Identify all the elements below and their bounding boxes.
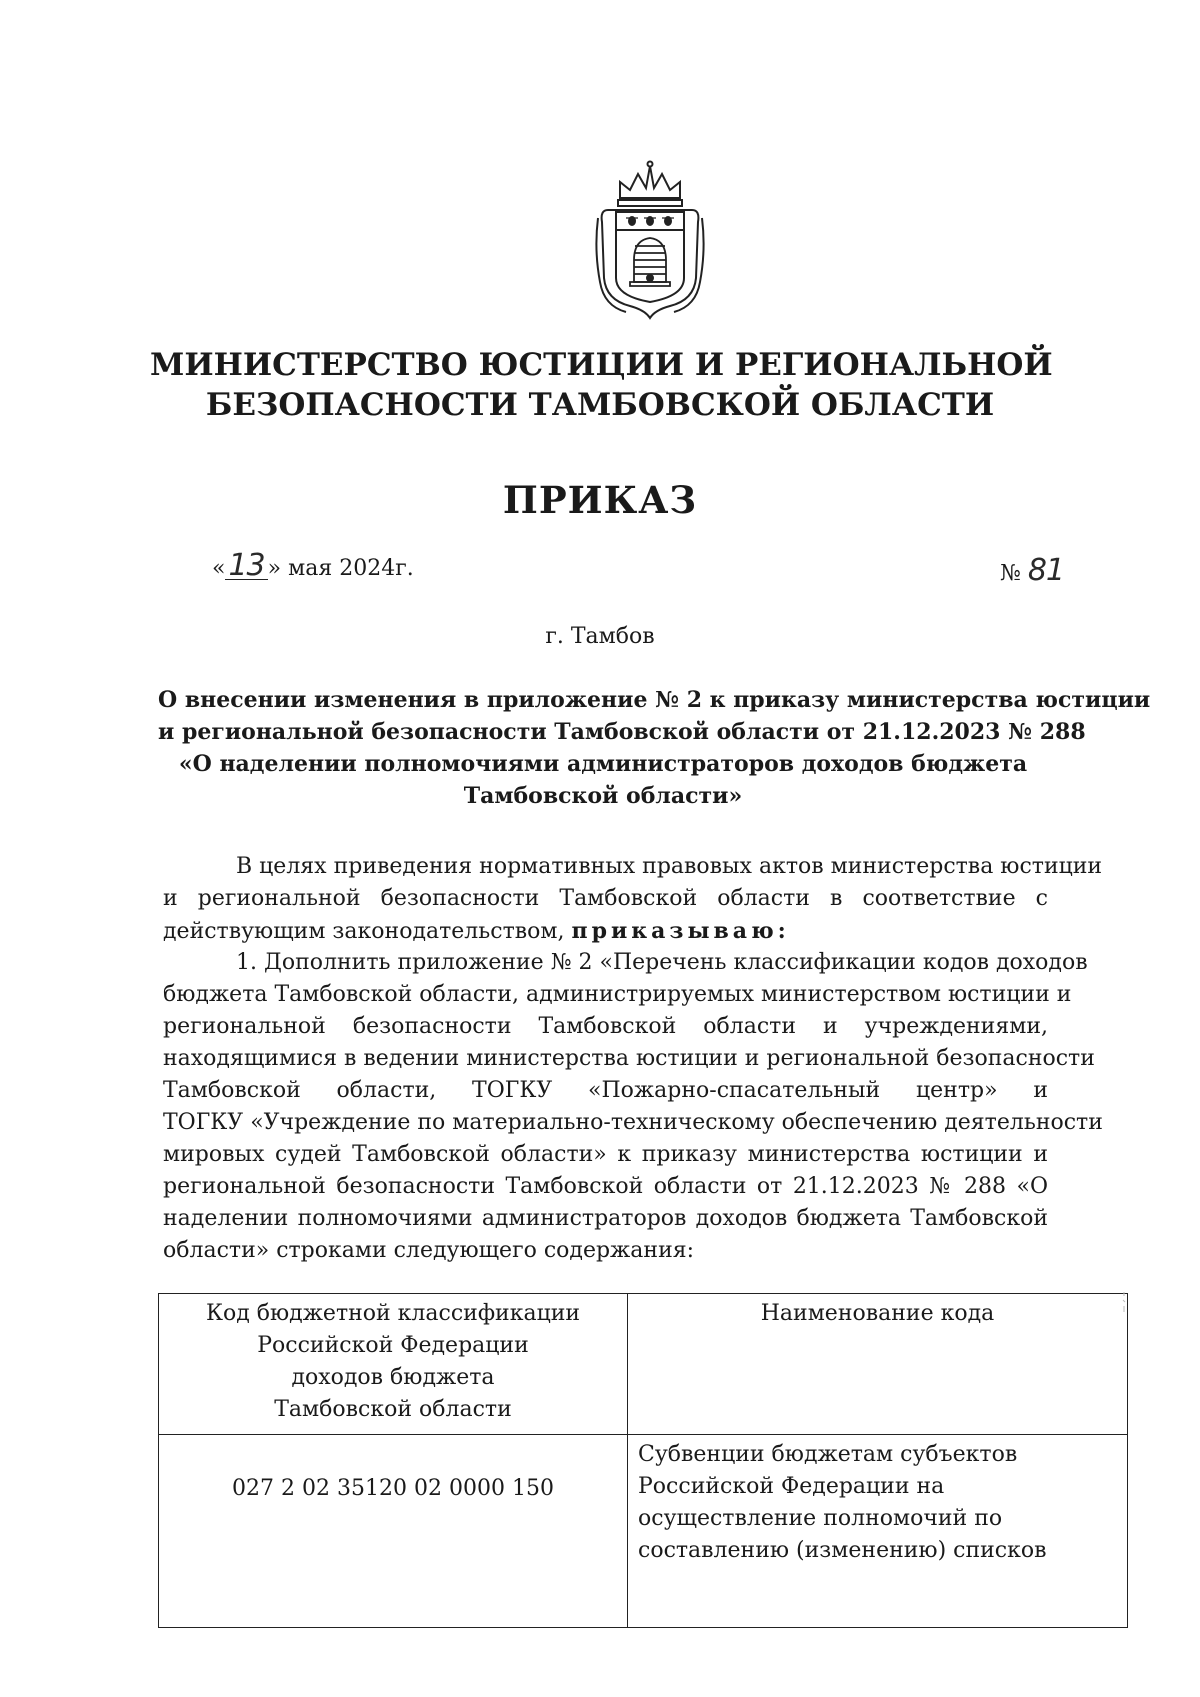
item-line: бюджета Тамбовской области, администрируемых министерством юстиции и	[163, 982, 1072, 1007]
date-close-quote: »	[267, 556, 282, 581]
cell-line: Субвенции бюджетам субъектов	[638, 1442, 1018, 1467]
item-line: 1. Дополнить приложение № 2 «Перечень классификации кодов доходов	[236, 950, 1088, 975]
subject-line: «О наделении полномочиями администраторов доходов бюджета	[178, 751, 1028, 777]
date-open-quote: «	[212, 556, 226, 581]
subject-line: О внесении изменения в приложение № 2 к приказу министерства юстиции	[158, 687, 1151, 713]
item-line: находящимися в ведении министерства юстиции и региональной безопасности	[163, 1046, 1095, 1071]
date-day-handwritten: 13	[225, 553, 267, 580]
header-line: Наименование кода	[760, 1301, 995, 1326]
preamble-line: и региональной безопасности Тамбовской области в соответствие с	[163, 886, 1048, 911]
item-line: ТОГКУ «Учреждение по материально-техническому обеспечению деятельности	[163, 1110, 1103, 1135]
item-line: наделении полномочиями администраторов доходов бюджета Тамбовской	[163, 1206, 1048, 1231]
item-line: области» строками следующего содержания:	[163, 1238, 695, 1263]
order-date	[212, 548, 414, 583]
item-line: региональной безопасности Тамбовской области и учреждениями,	[163, 1014, 1048, 1039]
order-number	[1000, 553, 1064, 588]
budget-codes-table	[158, 1293, 1128, 1628]
table-header-code	[159, 1294, 628, 1435]
cell-line: Российской Федерации на	[638, 1474, 945, 1499]
date-month-year: мая 2024г.	[288, 556, 414, 581]
cell-line: составлению (изменению) списков	[638, 1538, 1047, 1563]
cell-line: осуществление полномочий по	[638, 1506, 1003, 1531]
scan-artifact-mark	[1120, 1290, 1128, 1314]
order-verb: приказываю:	[571, 918, 790, 944]
header-line: доходов бюджета	[291, 1365, 495, 1390]
number-handwritten: 81	[1027, 553, 1065, 588]
order-subject	[158, 684, 1151, 812]
table-cell-name	[628, 1435, 1128, 1628]
header-line: Тамбовской области	[274, 1397, 512, 1422]
subject-line: и региональной безопасности Тамбовской области от 21.12.2023 № 288	[158, 719, 1086, 745]
table-row	[159, 1435, 1128, 1628]
coat-of-arms-emblem	[590, 160, 710, 320]
preamble-line	[163, 915, 1048, 947]
header-line: Код бюджетной классификации	[205, 1301, 581, 1326]
header-line: Российской Федерации	[257, 1333, 529, 1358]
ministry-name	[150, 345, 1053, 425]
item-line: мировых судей Тамбовской области» к приказу министерства юстиции и	[163, 1142, 1048, 1167]
preamble-line: В целях приведения нормативных правовых актов министерства юстиции	[236, 854, 1103, 879]
table-header-name	[628, 1294, 1128, 1435]
subject-line: Тамбовской области»	[463, 783, 743, 809]
table-header-row	[159, 1294, 1128, 1435]
ministry-name-line2: БЕЗОПАСНОСТИ ТАМБОВСКОЙ ОБЛАСТИ	[205, 387, 995, 423]
order-body	[163, 851, 1103, 1267]
city-line: г. Тамбов	[545, 624, 655, 649]
preamble-line-text: действующим законодательством,	[163, 919, 572, 944]
item-line: региональной безопасности Тамбовской области от 21.12.2023 № 288 «О	[163, 1174, 1048, 1199]
item-line: Тамбовской области, ТОГКУ «Пожарно-спасательный центр» и	[163, 1078, 1048, 1103]
document-type-title: ПРИКАЗ	[502, 478, 698, 522]
number-prefix: №	[1000, 561, 1021, 586]
table-cell-code: 027 2 02 35120 02 0000 150	[159, 1435, 628, 1628]
ministry-name-line1: МИНИСТЕРСТВО ЮСТИЦИИ И РЕГИОНАЛЬНОЙ	[150, 347, 1053, 383]
